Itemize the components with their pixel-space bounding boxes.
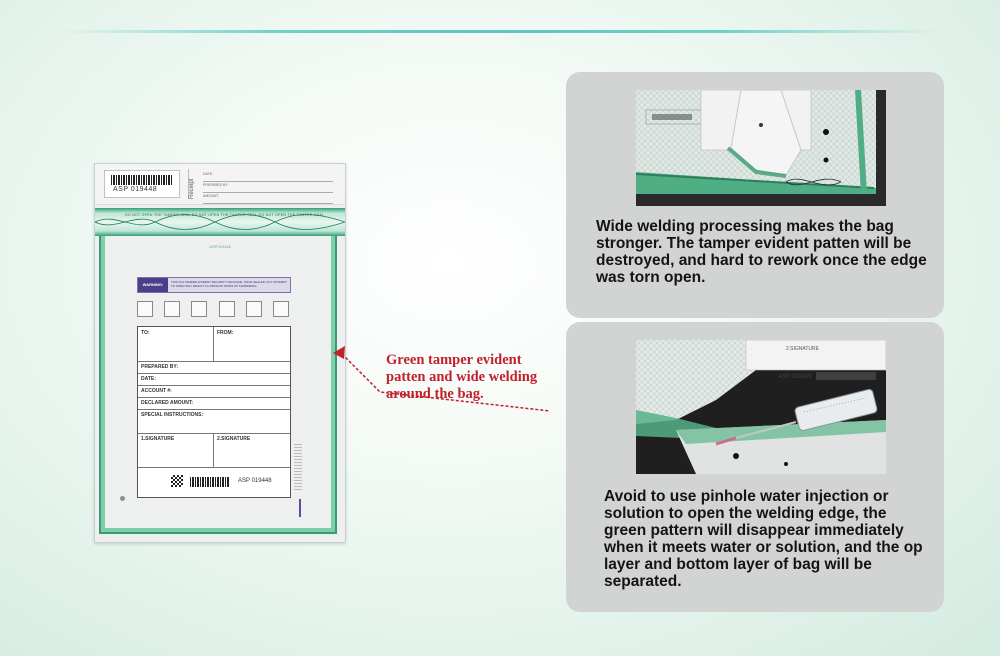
receipt-fields: [203, 172, 333, 205]
receipt-field: DATE:: [203, 172, 333, 182]
form-from: FROM:: [217, 330, 234, 336]
torn-edge-photo: [636, 90, 886, 206]
divider: [213, 327, 214, 361]
qr-code-icon: [171, 475, 183, 487]
arrow-head-icon: [333, 346, 345, 359]
receipt-barcode-box: [104, 170, 180, 198]
serial-number: ASP019448: [209, 244, 231, 249]
photo-label: ASP 019439: [778, 374, 812, 380]
info-panel-welding: [566, 72, 944, 318]
step-icon: [164, 301, 180, 317]
step-icon: [191, 301, 207, 317]
photo-label: 2.SIGNATURE: [786, 346, 819, 352]
bag-caption: [386, 352, 556, 403]
barcode-icon: [111, 175, 173, 185]
warning-box: [137, 277, 291, 293]
step-icon: [219, 301, 235, 317]
photo-torn-edge: [636, 90, 886, 206]
receipt-field: PREPARED BY:: [203, 183, 333, 193]
security-bag-image: [94, 163, 346, 543]
form-to: TO:: [141, 330, 150, 336]
form-prepared-by: PREPARED BY:: [138, 361, 290, 373]
barcode-icon: [190, 477, 230, 487]
instruction-icons: [137, 301, 289, 321]
bag-form: [137, 326, 291, 498]
warning-tag: WARNING:: [138, 278, 168, 292]
info-panel-injection: [566, 322, 944, 612]
divider: [213, 433, 214, 467]
warning-text: THIS IS A TAMPER EVIDENT SECURITY PACKAGE. ONCE SEALED, ANY ATTEMPT TO OPEN WILL RESULT IN OBVIOUS SIGNS OF TAMPERING.: [171, 280, 287, 288]
syringe-photo: [636, 340, 886, 474]
form-signature-2: 2.SIGNATURE: [217, 436, 251, 442]
purple-strip: [299, 499, 301, 517]
tamper-seal-band: [95, 208, 345, 236]
caption-line: Green tamper evident: [386, 352, 522, 368]
form-special-instructions: SPECIAL INSTRUCTIONS:: [138, 409, 290, 433]
panel-text-injection: Avoid to use pinhole water injection or solution to open the welding edge, the green pattern will disappear immediately when it meets water or solution, and the op layer and bottom layer of bag will be separated.: [604, 488, 923, 590]
caption-line: patten and wide welding: [386, 369, 538, 385]
top-divider: [60, 30, 940, 33]
step-icon: [246, 301, 262, 317]
caption-line: around the bag.: [386, 386, 484, 402]
step-icon: [273, 301, 289, 317]
receipt-stub: [95, 164, 345, 205]
receipt-label: Receipt: [188, 169, 199, 199]
form-account: ACCOUNT #:: [138, 385, 290, 397]
panel-text-welding: Wide welding processing makes the bag stronger. The tamper evident patten will be destroyed, and hard to rework once the edge was torn open.: [596, 218, 927, 286]
punch-hole: [120, 496, 125, 501]
receipt-number: ASP 019448: [113, 186, 158, 193]
form-number: ASP 019448: [238, 478, 272, 484]
seal-text: DO NOT OPEN THE TAMPER SEAL DO NOT OPEN THE TAMPER SEAL DO NOT OPEN THE TAMPER SEAL: [125, 213, 325, 217]
side-fine-print: [294, 444, 302, 492]
form-signature-1: 1.SIGNATURE: [141, 436, 175, 442]
receipt-field: AMOUNT:: [203, 194, 333, 204]
step-icon: [137, 301, 153, 317]
form-declared-amount: DECLARED AMOUNT:: [138, 397, 290, 409]
form-date: DATE:: [138, 373, 290, 385]
photo-syringe-test: [636, 340, 886, 474]
